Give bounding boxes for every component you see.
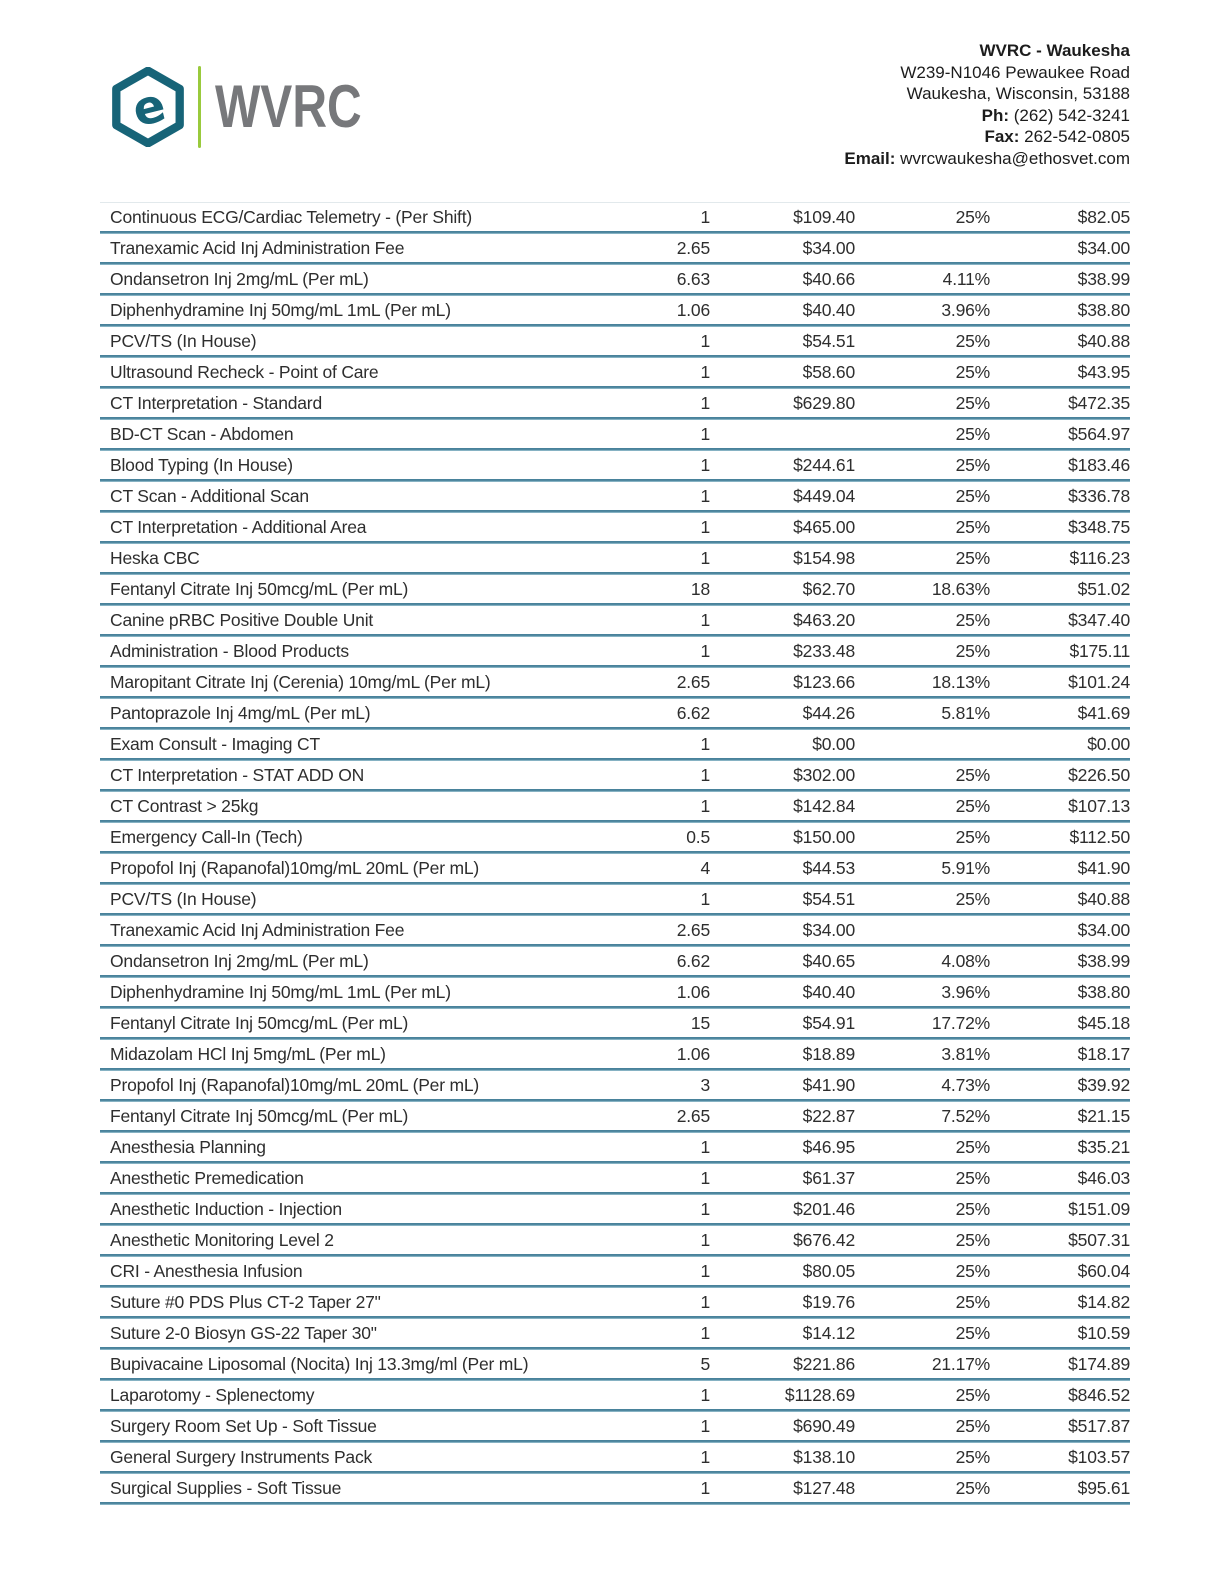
item-total: $40.88 [1077, 330, 1130, 351]
item-qty: 1 [700, 206, 710, 227]
item-discount-percent: 25% [955, 1260, 990, 1281]
item-total: $175.11 [1069, 640, 1130, 661]
table-row [100, 389, 1130, 417]
item-description: Exam Consult - Imaging CT [110, 733, 320, 754]
table-row [100, 1009, 1130, 1037]
table-row [100, 823, 1130, 851]
item-discount-percent: 25% [955, 1322, 990, 1343]
clinic-name: WVRC - Waukesha [979, 41, 1130, 60]
item-total: $60.04 [1077, 1260, 1130, 1281]
line-items-table [100, 202, 1130, 1505]
clinic-fax [844, 126, 1130, 148]
invoice-header [0, 0, 1226, 202]
item-discount-percent: 25% [955, 1167, 990, 1188]
item-description: Tranexamic Acid Inj Administration Fee [110, 237, 405, 258]
item-total: $18.17 [1077, 1043, 1130, 1064]
logo-divider-bar [198, 66, 201, 148]
table-row [100, 1381, 1130, 1409]
item-qty: 4 [700, 857, 710, 878]
item-discount-percent: 25% [955, 392, 990, 413]
item-total: $116.23 [1069, 547, 1130, 568]
item-discount-percent: 18.63% [931, 578, 990, 599]
item-price: $142.84 [793, 795, 855, 816]
item-description: Anesthetic Monitoring Level 2 [110, 1229, 334, 1250]
item-description: Midazolam HCl Inj 5mg/mL (Per mL) [110, 1043, 386, 1064]
item-total: $14.82 [1077, 1291, 1130, 1312]
item-qty: 1 [700, 1477, 710, 1498]
item-qty: 1 [700, 454, 710, 475]
item-total: $174.89 [1068, 1353, 1130, 1374]
item-qty: 6.63 [676, 268, 710, 289]
item-discount-percent: 25% [955, 1136, 990, 1157]
item-price: $44.26 [802, 702, 855, 723]
item-price: $62.70 [802, 578, 855, 599]
item-total: $151.09 [1068, 1198, 1130, 1219]
item-discount-percent: 25% [955, 795, 990, 816]
clinic-address-line2: Waukesha, Wisconsin, 53188 [906, 84, 1130, 103]
item-discount-percent: 17.72% [931, 1012, 990, 1033]
item-description: CT Interpretation - Standard [110, 392, 322, 413]
item-total: $45.18 [1077, 1012, 1130, 1033]
item-discount-percent: 3.96% [941, 981, 990, 1002]
item-discount-percent: 25% [955, 1477, 990, 1498]
table-row [100, 358, 1130, 386]
item-price: $34.00 [802, 919, 855, 940]
item-description: Ultrasound Recheck - Point of Care [110, 361, 379, 382]
item-qty: 1 [700, 1384, 710, 1405]
table-row [100, 637, 1130, 665]
item-price: $233.48 [793, 640, 855, 661]
item-qty: 1 [700, 392, 710, 413]
item-qty: 2.65 [676, 237, 710, 258]
item-price: $244.61 [793, 454, 855, 475]
item-description: Emergency Call-In (Tech) [110, 826, 303, 847]
item-discount-percent: 25% [955, 1446, 990, 1467]
item-price: $465.00 [793, 516, 855, 537]
table-row [100, 1443, 1130, 1471]
item-description: Ondansetron Inj 2mg/mL (Per mL) [110, 268, 369, 289]
item-description: Fentanyl Citrate Inj 50mcg/mL (Per mL) [110, 1012, 409, 1033]
table-row [100, 513, 1130, 541]
item-total: $40.88 [1077, 888, 1130, 909]
table-row [100, 1133, 1130, 1161]
table-row [100, 1040, 1130, 1068]
item-qty: 1 [700, 361, 710, 382]
item-qty: 2.65 [676, 919, 710, 940]
item-description: General Surgery Instruments Pack [110, 1446, 373, 1467]
item-price: $629.80 [793, 392, 855, 413]
table-row [100, 1319, 1130, 1347]
item-total: $472.35 [1068, 392, 1130, 413]
table-row [100, 1164, 1130, 1192]
item-qty: 2.65 [676, 671, 710, 692]
table-row [100, 1350, 1130, 1378]
item-qty: 1 [700, 1291, 710, 1312]
item-total: $348.75 [1068, 516, 1130, 537]
item-description: Diphenhydramine Inj 50mg/mL 1mL (Per mL) [110, 299, 451, 320]
hexagon-e-icon [110, 67, 186, 147]
row-divider [100, 1502, 1130, 1505]
table-row [100, 296, 1130, 324]
table-row [100, 885, 1130, 913]
item-price: $463.20 [793, 609, 855, 630]
fax-label: Fax: [984, 127, 1020, 146]
table-row [100, 544, 1130, 572]
item-description: Tranexamic Acid Inj Administration Fee [110, 919, 405, 940]
item-total: $0.00 [1087, 733, 1130, 754]
item-discount-percent: 25% [955, 764, 990, 785]
item-qty: 0.5 [686, 826, 710, 847]
item-description: Laparotomy - Splenectomy [110, 1384, 315, 1405]
item-price: $54.51 [802, 330, 855, 351]
item-discount-percent: 7.52% [941, 1105, 990, 1126]
item-discount-percent: 4.11% [942, 268, 990, 289]
item-total: $112.50 [1069, 826, 1130, 847]
item-price: $41.90 [802, 1074, 855, 1095]
clinic-phone [844, 105, 1130, 127]
item-qty: 1 [700, 888, 710, 909]
line-items-rows [100, 203, 1130, 1505]
item-total: $21.15 [1077, 1105, 1130, 1126]
item-description: Propofol Inj (Rapanofal)10mg/mL 20mL (Per mL) [110, 1074, 480, 1095]
table-row [100, 1412, 1130, 1440]
item-price: $138.10 [793, 1446, 855, 1467]
item-qty: 6.62 [676, 702, 710, 723]
item-discount-percent: 25% [955, 423, 990, 444]
table-row [100, 420, 1130, 448]
item-total: $35.21 [1077, 1136, 1130, 1157]
item-price: $40.40 [802, 299, 855, 320]
table-row [100, 1195, 1130, 1223]
item-price: $34.00 [802, 237, 855, 258]
item-qty: 1 [700, 609, 710, 630]
item-description: Suture 2-0 Biosyn GS-22 Taper 30" [110, 1322, 377, 1343]
item-price: $19.76 [802, 1291, 855, 1312]
item-total: $336.78 [1068, 485, 1130, 506]
item-discount-percent: 25% [955, 516, 990, 537]
item-description: Anesthetic Induction - Injection [110, 1198, 342, 1219]
item-description: PCV/TS (In House) [110, 330, 257, 351]
table-row [100, 265, 1130, 293]
item-total: $347.40 [1068, 609, 1130, 630]
item-discount-percent: 25% [955, 1229, 990, 1250]
table-row [100, 1226, 1130, 1254]
table-row [100, 668, 1130, 696]
item-qty: 1 [700, 330, 710, 351]
table-row [100, 730, 1130, 758]
item-total: $41.90 [1077, 857, 1130, 878]
item-price: $154.98 [793, 547, 855, 568]
item-qty: 1 [700, 764, 710, 785]
item-qty: 15 [690, 1012, 710, 1033]
item-price: $127.48 [793, 1477, 855, 1498]
table-row [100, 327, 1130, 355]
item-discount-percent: 25% [955, 1291, 990, 1312]
item-discount-percent: 25% [955, 609, 990, 630]
item-discount-percent: 3.81% [941, 1043, 990, 1064]
item-total: $10.59 [1077, 1322, 1130, 1343]
item-description: Propofol Inj (Rapanofal)10mg/mL 20mL (Per mL) [110, 857, 480, 878]
fax-value: 262-542-0805 [1019, 127, 1130, 146]
item-description: Heska CBC [110, 547, 200, 568]
email-label: Email: [844, 148, 896, 168]
clinic-email [844, 148, 1130, 170]
item-price: $46.95 [802, 1136, 855, 1157]
item-price: $1128.69 [784, 1384, 855, 1405]
table-row [100, 482, 1130, 510]
item-discount-percent: 25% [955, 1384, 990, 1405]
item-description: Maropitant Citrate Inj (Cerenia) 10mg/mL (Per mL) [110, 671, 491, 692]
item-description: Anesthesia Planning [110, 1136, 266, 1157]
item-price: $150.00 [793, 826, 855, 847]
item-description: CT Interpretation - Additional Area [110, 516, 367, 537]
item-description: Diphenhydramine Inj 50mg/mL 1mL (Per mL) [110, 981, 451, 1002]
item-price: $40.66 [802, 268, 855, 289]
item-total: $41.69 [1077, 702, 1130, 723]
item-price: $18.89 [802, 1043, 855, 1064]
item-discount-percent: 25% [955, 640, 990, 661]
item-discount-percent: 25% [955, 1198, 990, 1219]
table-row [100, 1071, 1130, 1099]
item-discount-percent: 21.17% [931, 1353, 990, 1374]
item-price: $0.00 [812, 733, 855, 754]
item-description: Fentanyl Citrate Inj 50mcg/mL (Per mL) [110, 1105, 409, 1126]
item-discount-percent: 25% [955, 361, 990, 382]
item-total: $517.87 [1068, 1415, 1130, 1436]
item-discount-percent: 25% [955, 1415, 990, 1436]
item-discount-percent: 25% [955, 330, 990, 351]
item-description: Bupivacaine Liposomal (Nocita) Inj 13.3mg/ml (Per mL) [110, 1353, 529, 1374]
item-qty: 2.65 [676, 1105, 710, 1126]
wvrc-logo [110, 66, 398, 148]
item-description: Administration - Blood Products [110, 640, 349, 661]
table-row [100, 451, 1130, 479]
item-description: Anesthetic Premedication [110, 1167, 304, 1188]
item-total: $34.00 [1077, 237, 1130, 258]
item-price: $676.42 [793, 1229, 855, 1250]
item-total: $95.61 [1077, 1477, 1130, 1498]
item-qty: 1.06 [676, 299, 710, 320]
item-description: Blood Typing (In House) [110, 454, 293, 475]
item-description: Continuous ECG/Cardiac Telemetry - (Per Shift) [110, 206, 473, 227]
item-price: $109.40 [793, 206, 855, 227]
item-qty: 1 [700, 733, 710, 754]
table-row [100, 916, 1130, 944]
item-total: $226.50 [1068, 764, 1130, 785]
item-price: $40.65 [802, 950, 855, 971]
item-description: BD-CT Scan - Abdomen [110, 423, 294, 444]
table-row [100, 234, 1130, 262]
item-qty: 1 [700, 423, 710, 444]
item-qty: 18 [690, 578, 710, 599]
table-row [100, 699, 1130, 727]
item-qty: 1 [700, 547, 710, 568]
logo-wordmark: WVRC [215, 73, 362, 140]
item-total: $46.03 [1077, 1167, 1130, 1188]
item-total: $507.31 [1068, 1229, 1130, 1250]
table-row [100, 606, 1130, 634]
item-qty: 3 [700, 1074, 710, 1095]
item-description: CRI - Anesthesia Infusion [110, 1260, 303, 1281]
item-price: $40.40 [802, 981, 855, 1002]
item-price: $61.37 [802, 1167, 855, 1188]
item-description: CT Scan - Additional Scan [110, 485, 309, 506]
table-row [100, 947, 1130, 975]
phone-label: Ph: [981, 105, 1010, 125]
item-total: $846.52 [1068, 1384, 1130, 1405]
item-description: Surgery Room Set Up - Soft Tissue [110, 1415, 377, 1436]
table-row [100, 1474, 1130, 1502]
item-discount-percent: 25% [955, 826, 990, 847]
item-total: $103.57 [1068, 1446, 1130, 1467]
item-discount-percent: 25% [955, 454, 990, 475]
item-qty: 1 [700, 1415, 710, 1436]
item-qty: 1.06 [676, 981, 710, 1002]
item-total: $34.00 [1077, 919, 1130, 940]
item-discount-percent: 5.91% [941, 857, 990, 878]
item-total: $38.99 [1077, 268, 1130, 289]
clinic-contact-block [844, 40, 1130, 169]
item-discount-percent: 4.08% [941, 950, 990, 971]
item-total: $38.80 [1077, 299, 1130, 320]
item-total: $39.92 [1077, 1074, 1130, 1095]
item-price: $44.53 [802, 857, 855, 878]
item-price: $123.66 [793, 671, 855, 692]
item-qty: 1 [700, 1229, 710, 1250]
item-description: Fentanyl Citrate Inj 50mcg/mL (Per mL) [110, 578, 409, 599]
item-qty: 1 [700, 516, 710, 537]
table-row [100, 792, 1130, 820]
table-row [100, 854, 1130, 882]
item-price: $54.91 [802, 1012, 855, 1033]
item-qty: 1 [700, 485, 710, 506]
item-qty: 1 [700, 640, 710, 661]
item-qty: 5 [700, 1353, 710, 1374]
item-total: $43.95 [1077, 361, 1130, 382]
item-qty: 1 [700, 1260, 710, 1281]
item-discount-percent: 5.81% [941, 702, 990, 723]
item-price: $14.12 [802, 1322, 855, 1343]
email-value: wvrcwaukesha@ethosvet.com [895, 148, 1130, 168]
item-discount-percent: 25% [955, 888, 990, 909]
item-qty: 1 [700, 795, 710, 816]
item-price: $58.60 [802, 361, 855, 382]
item-discount-percent: 3.96% [941, 299, 990, 320]
item-total: $183.46 [1068, 454, 1130, 475]
table-row [100, 575, 1130, 603]
item-total: $564.97 [1068, 423, 1130, 444]
item-price: $221.86 [793, 1353, 855, 1374]
item-description: Suture #0 PDS Plus CT-2 Taper 27" [110, 1291, 381, 1312]
item-description: CT Interpretation - STAT ADD ON [110, 764, 365, 785]
table-row [100, 761, 1130, 789]
item-qty: 1 [700, 1446, 710, 1467]
item-price: $690.49 [793, 1415, 855, 1436]
item-price: $449.04 [793, 485, 855, 506]
item-total: $107.13 [1068, 795, 1130, 816]
table-row [100, 1102, 1130, 1130]
item-total: $51.02 [1077, 578, 1130, 599]
item-discount-percent: 25% [955, 206, 990, 227]
item-qty: 1 [700, 1198, 710, 1219]
item-total: $38.99 [1077, 950, 1130, 971]
clinic-address-line1: W239-N1046 Pewaukee Road [900, 62, 1130, 82]
item-price: $22.87 [802, 1105, 855, 1126]
item-price: $201.46 [793, 1198, 855, 1219]
item-description: CT Contrast > 25kg [110, 795, 259, 816]
item-total: $82.05 [1077, 206, 1130, 227]
table-row [100, 978, 1130, 1006]
table-row [100, 203, 1130, 231]
item-discount-percent: 25% [955, 485, 990, 506]
item-discount-percent: 18.13% [931, 671, 990, 692]
item-price: $54.51 [802, 888, 855, 909]
item-description: PCV/TS (In House) [110, 888, 257, 909]
item-qty: 6.62 [676, 950, 710, 971]
svg-text:e: e [127, 78, 172, 139]
phone-value: (262) 542-3241 [1009, 105, 1130, 125]
item-discount-percent: 4.73% [941, 1074, 990, 1095]
table-row [100, 1288, 1130, 1316]
item-total: $101.24 [1068, 671, 1130, 692]
item-qty: 1.06 [676, 1043, 710, 1064]
item-qty: 1 [700, 1167, 710, 1188]
item-qty: 1 [700, 1322, 710, 1343]
item-price: $302.00 [793, 764, 855, 785]
item-price: $80.05 [802, 1260, 855, 1281]
item-description: Surgical Supplies - Soft Tissue [110, 1477, 342, 1498]
item-total: $38.80 [1077, 981, 1130, 1002]
item-discount-percent: 25% [955, 547, 990, 568]
item-description: Ondansetron Inj 2mg/mL (Per mL) [110, 950, 369, 971]
table-row [100, 1257, 1130, 1285]
item-description: Canine pRBC Positive Double Unit [110, 609, 374, 630]
item-description: Pantoprazole Inj 4mg/mL (Per mL) [110, 702, 371, 723]
item-qty: 1 [700, 1136, 710, 1157]
